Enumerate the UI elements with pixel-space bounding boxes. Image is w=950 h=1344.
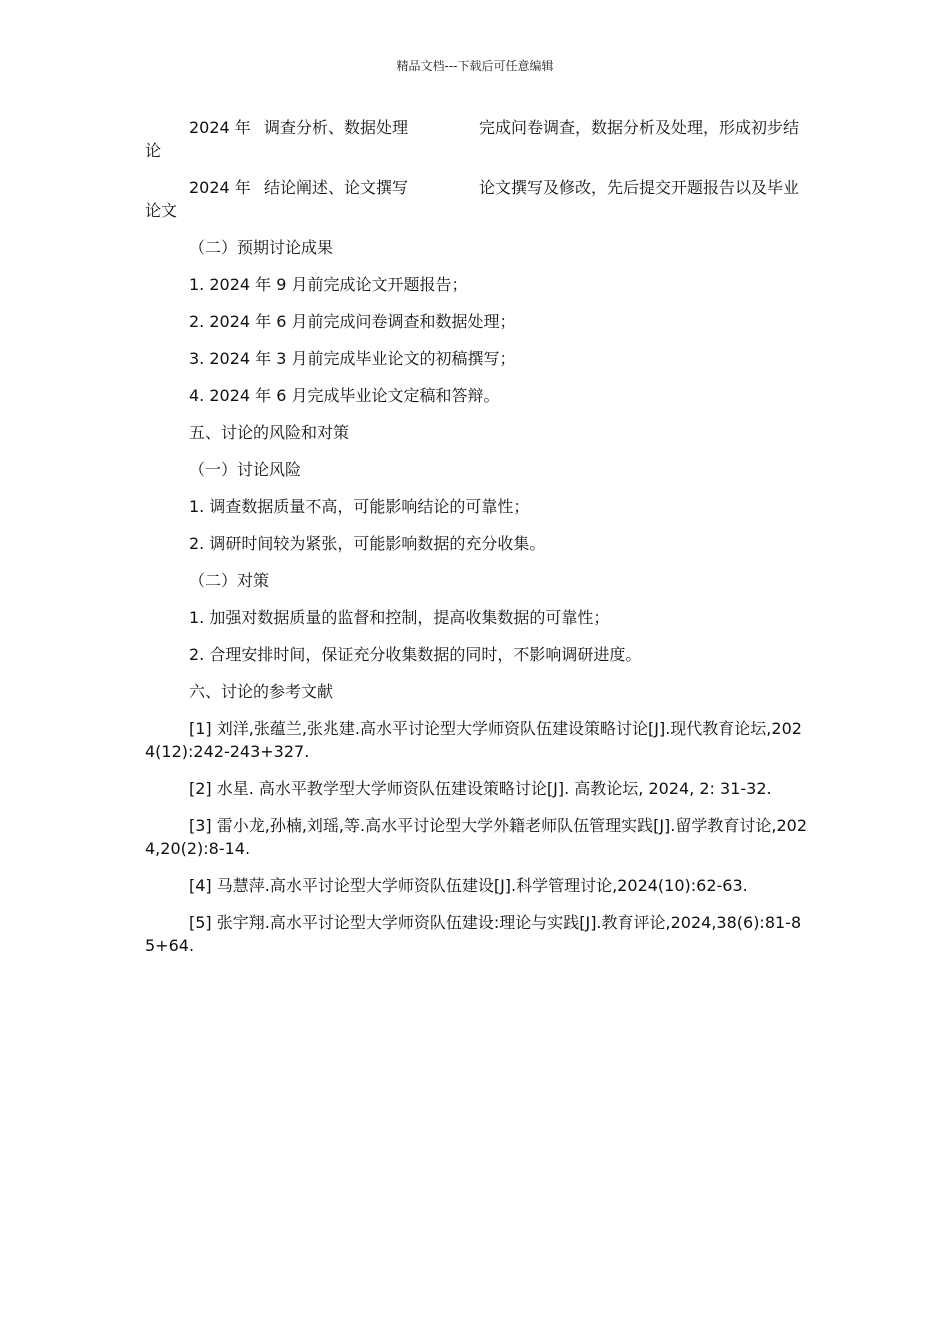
schedule-year: 2024 年 <box>189 118 251 137</box>
schedule-phase: 结论阐述、论文撰写 <box>264 178 409 197</box>
reference-item: [1] 刘洋,张蕴兰,张兆建.高水平讨论型大学师资队伍建设策略讨论[J].现代教育论坛,2024(12):242-243+327. <box>145 719 802 761</box>
section-heading: （二）预期讨论成果 <box>189 238 334 257</box>
reference-item: [3] 雷小龙,孙楠,刘瑶,等.高水平讨论型大学外籍老师队伍管理实践[J].留学教育讨论,2024,20(2):8-14. <box>145 816 808 858</box>
schedule-task: 论文撰写及修改，先后提交开题报告以及毕业论文 <box>145 178 800 220</box>
schedule-year: 2024 年 <box>189 178 251 197</box>
list-item: 4. 2024 年 6 月完成毕业论文定稿和答辩。 <box>189 386 500 405</box>
schedule-task: 完成问卷调查，数据分析及处理，形成初步结论 <box>145 118 800 160</box>
list-item: 3. 2024 年 3 月前完成毕业论文的初稿撰写； <box>189 349 516 368</box>
list-item: 1. 2024 年 9 月前完成论文开题报告； <box>189 275 468 294</box>
list-item: 2. 调研时间较为紧张，可能影响数据的充分收集。 <box>189 534 546 553</box>
section-heading: 五、讨论的风险和对策 <box>189 423 350 442</box>
reference-item: [5] 张宇翔.高水平讨论型大学师资队伍建设:理论与实践[J].教育评论,2024,38(6):81-85+64. <box>145 913 802 955</box>
document-body <box>145 116 807 971</box>
page-header: 精品文档---下载后可任意编辑 <box>396 59 554 73</box>
section-heading: 六、讨论的参考文献 <box>189 682 334 701</box>
list-item: 2. 2024 年 6 月前完成问卷调查和数据处理； <box>189 312 516 331</box>
list-item: 2. 合理安排时间，保证充分收集数据的同时，不影响调研进度。 <box>189 645 642 664</box>
list-item: 1. 加强对数据质量的监督和控制，提高收集数据的可靠性； <box>189 608 610 627</box>
schedule-row <box>145 116 807 162</box>
subsection-heading: （一）讨论风险 <box>189 460 302 479</box>
schedule-phase: 调查分析、数据处理 <box>264 118 409 137</box>
schedule-row <box>145 176 807 222</box>
reference-item: [2] 水星. 高水平教学型大学师资队伍建设策略讨论[J]. 高教论坛, 2024, 2: 31-32. <box>189 779 772 798</box>
reference-item: [4] 马慧萍.高水平讨论型大学师资队伍建设[J].科学管理讨论,2024(10):62-63. <box>189 876 748 895</box>
subsection-heading: （二）对策 <box>189 571 270 590</box>
list-item: 1. 调查数据质量不高，可能影响结论的可靠性； <box>189 497 530 516</box>
